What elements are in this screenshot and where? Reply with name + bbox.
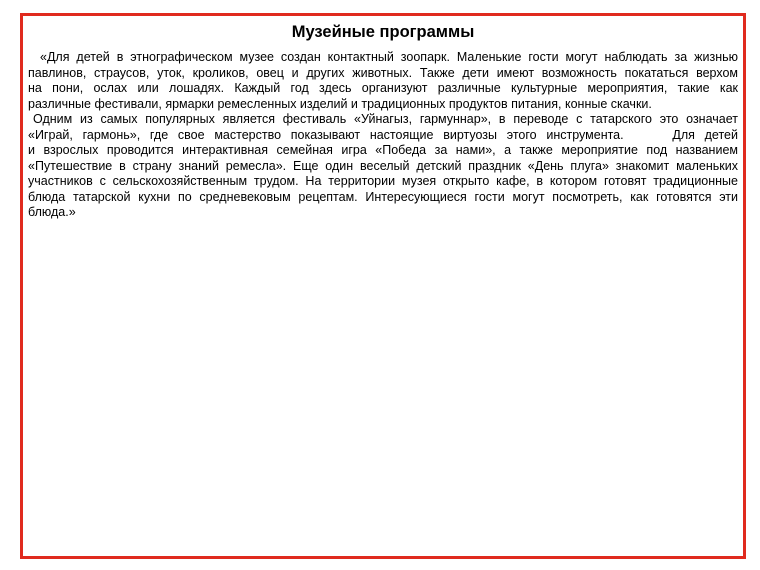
text-line: «Путешествие в страну знаний ремесла». Еще один веселый детский праздник «День плуга» знакомит маленьких — [28, 158, 738, 173]
text-line: Одним из самых популярных является фестиваль «Уйнагыз, гармуннар», в переводе с татарского это означает — [33, 112, 738, 126]
text-line: «Играй, гармонь», где свое мастерство показывают настоящие виртуозы этого инструмента. Для детей — [28, 127, 738, 142]
text-line: участников с сельскохозяйственным трудом. На территории музея открыто кафе, в котором готовят традиционные — [28, 174, 738, 188]
text-line: «Для детей в этнографическом музее создан контактный зоопарк. Маленькие гости могут наблюдать за жизнью — [40, 50, 738, 64]
text-line: различные фестивали, ярмарки ремесленных изделий и традиционных продуктов питания, конные скачки. — [28, 96, 652, 111]
text-line: на пони, ослах или лошадях. Каждый год здесь организуют различные культурные мероприятия, такие как — [28, 81, 738, 95]
paragraph — [28, 112, 738, 221]
slide-frame — [20, 13, 746, 559]
text-line: павлинов, страусов, уток, кроликов, овец и других животных. Также дети имеют возможность покататься верхом — [28, 65, 738, 80]
page-title: Музейные программы — [291, 23, 475, 41]
text-line: блюда.» — [28, 205, 76, 219]
body-text — [23, 50, 743, 221]
paragraph — [28, 50, 738, 112]
text-line: и взрослых проводится интерактивная семейная игра «Победа за нами», а также мероприятие под названием — [28, 143, 738, 157]
text-line: блюда татарской кухни по средневековым рецептам. Интересующиеся гости могут посмотреть, как готовятся эти — [28, 189, 738, 204]
